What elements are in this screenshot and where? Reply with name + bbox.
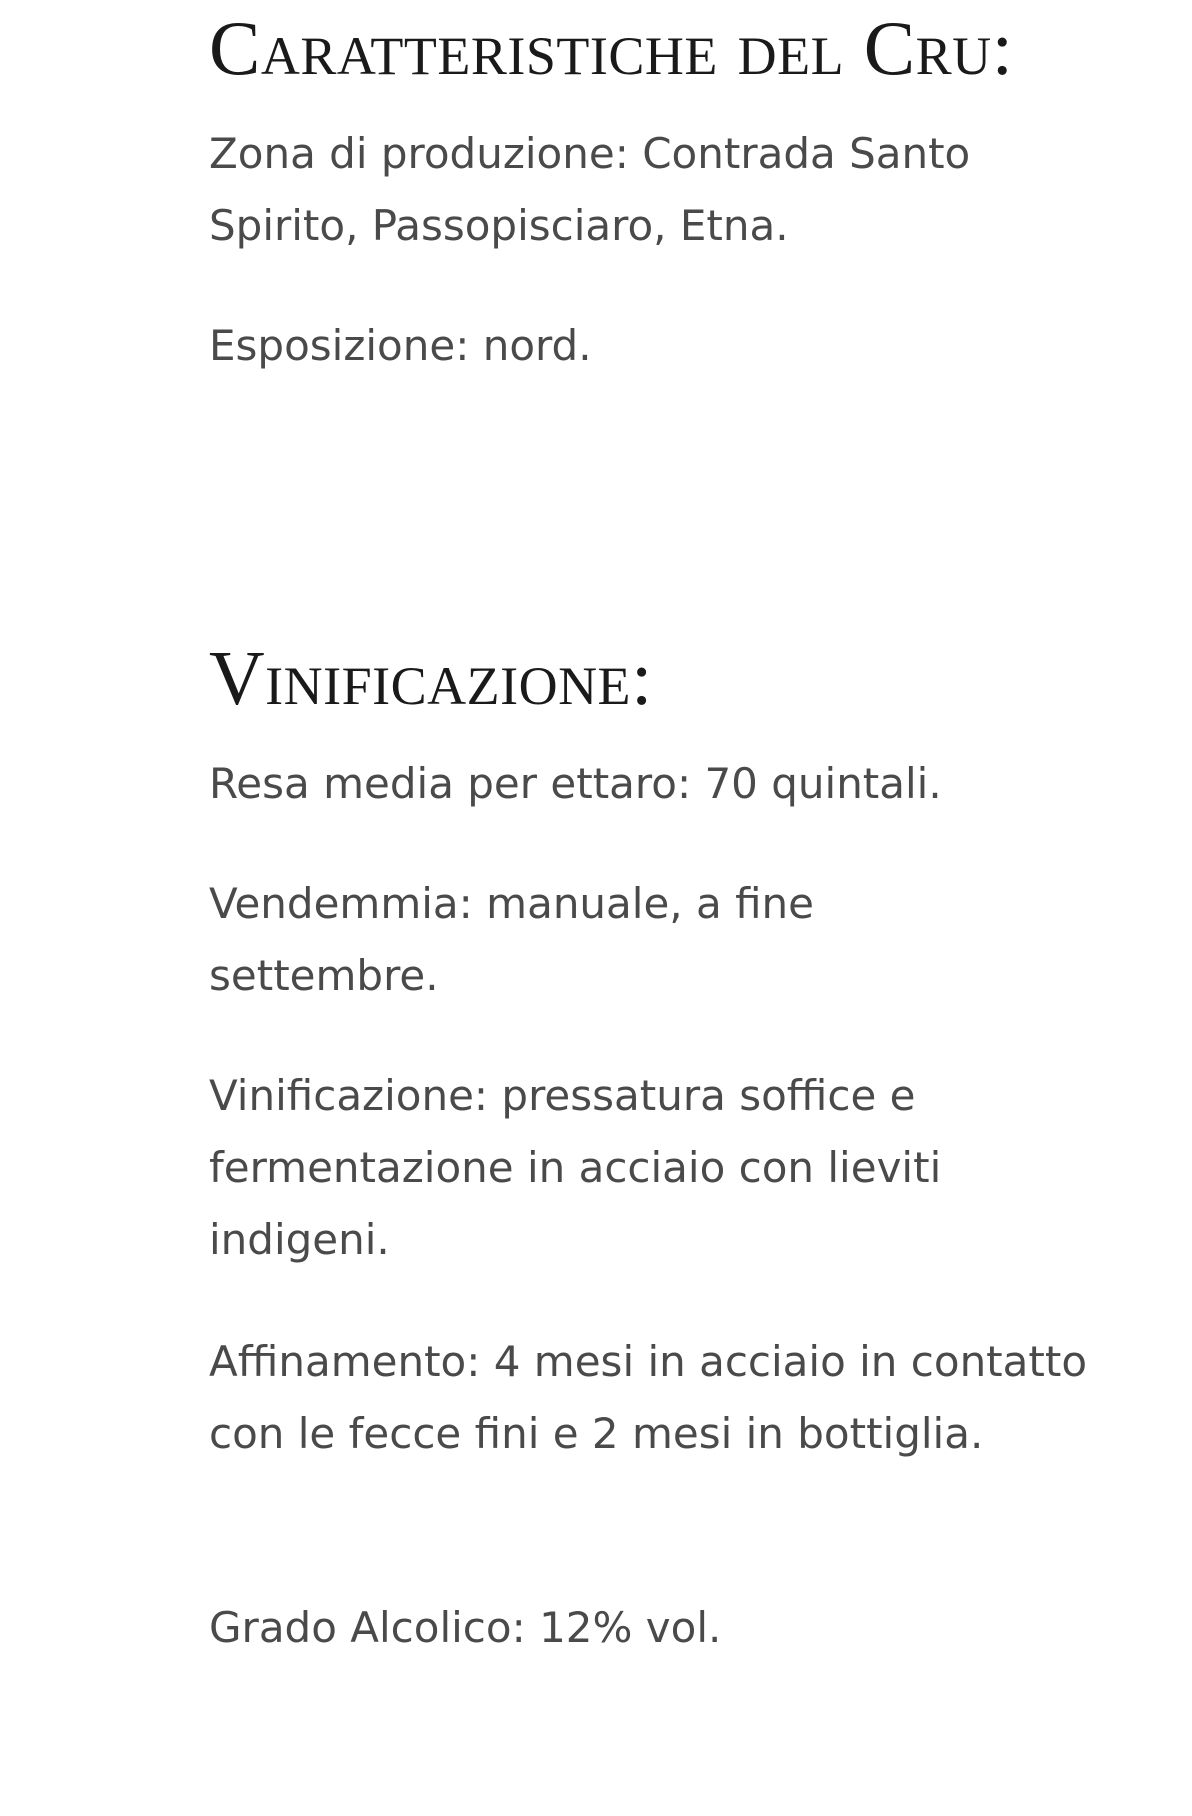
affinamento-text: Affinamento: 4 mesi in acciaio in contatto con le fecce fini e 2 mesi in bottiglia.	[209, 1337, 1088, 1458]
vendemmia-text: Vendemmia: manuale, a fine settembre.	[209, 879, 815, 1000]
vinificazione-text: Vinificazione: pressatura soffice e fermentazione in acciaio con lieviti indigeni.	[209, 1071, 942, 1264]
vinificazione-section-title: Vinificazione:	[209, 635, 653, 721]
resa-text: Resa media per ettaro: 70 quintali.	[209, 759, 942, 808]
cru-section-title: Caratteristiche del Cru:	[209, 5, 1014, 91]
zona-produzione-text: Zona di produzione: Contrada Santo Spirito, Passopisciaro, Etna.	[209, 129, 971, 250]
grado-alcolico-text: Grado Alcolico: 12% vol.	[209, 1603, 722, 1652]
esposizione-text: Esposizione: nord.	[209, 321, 592, 370]
